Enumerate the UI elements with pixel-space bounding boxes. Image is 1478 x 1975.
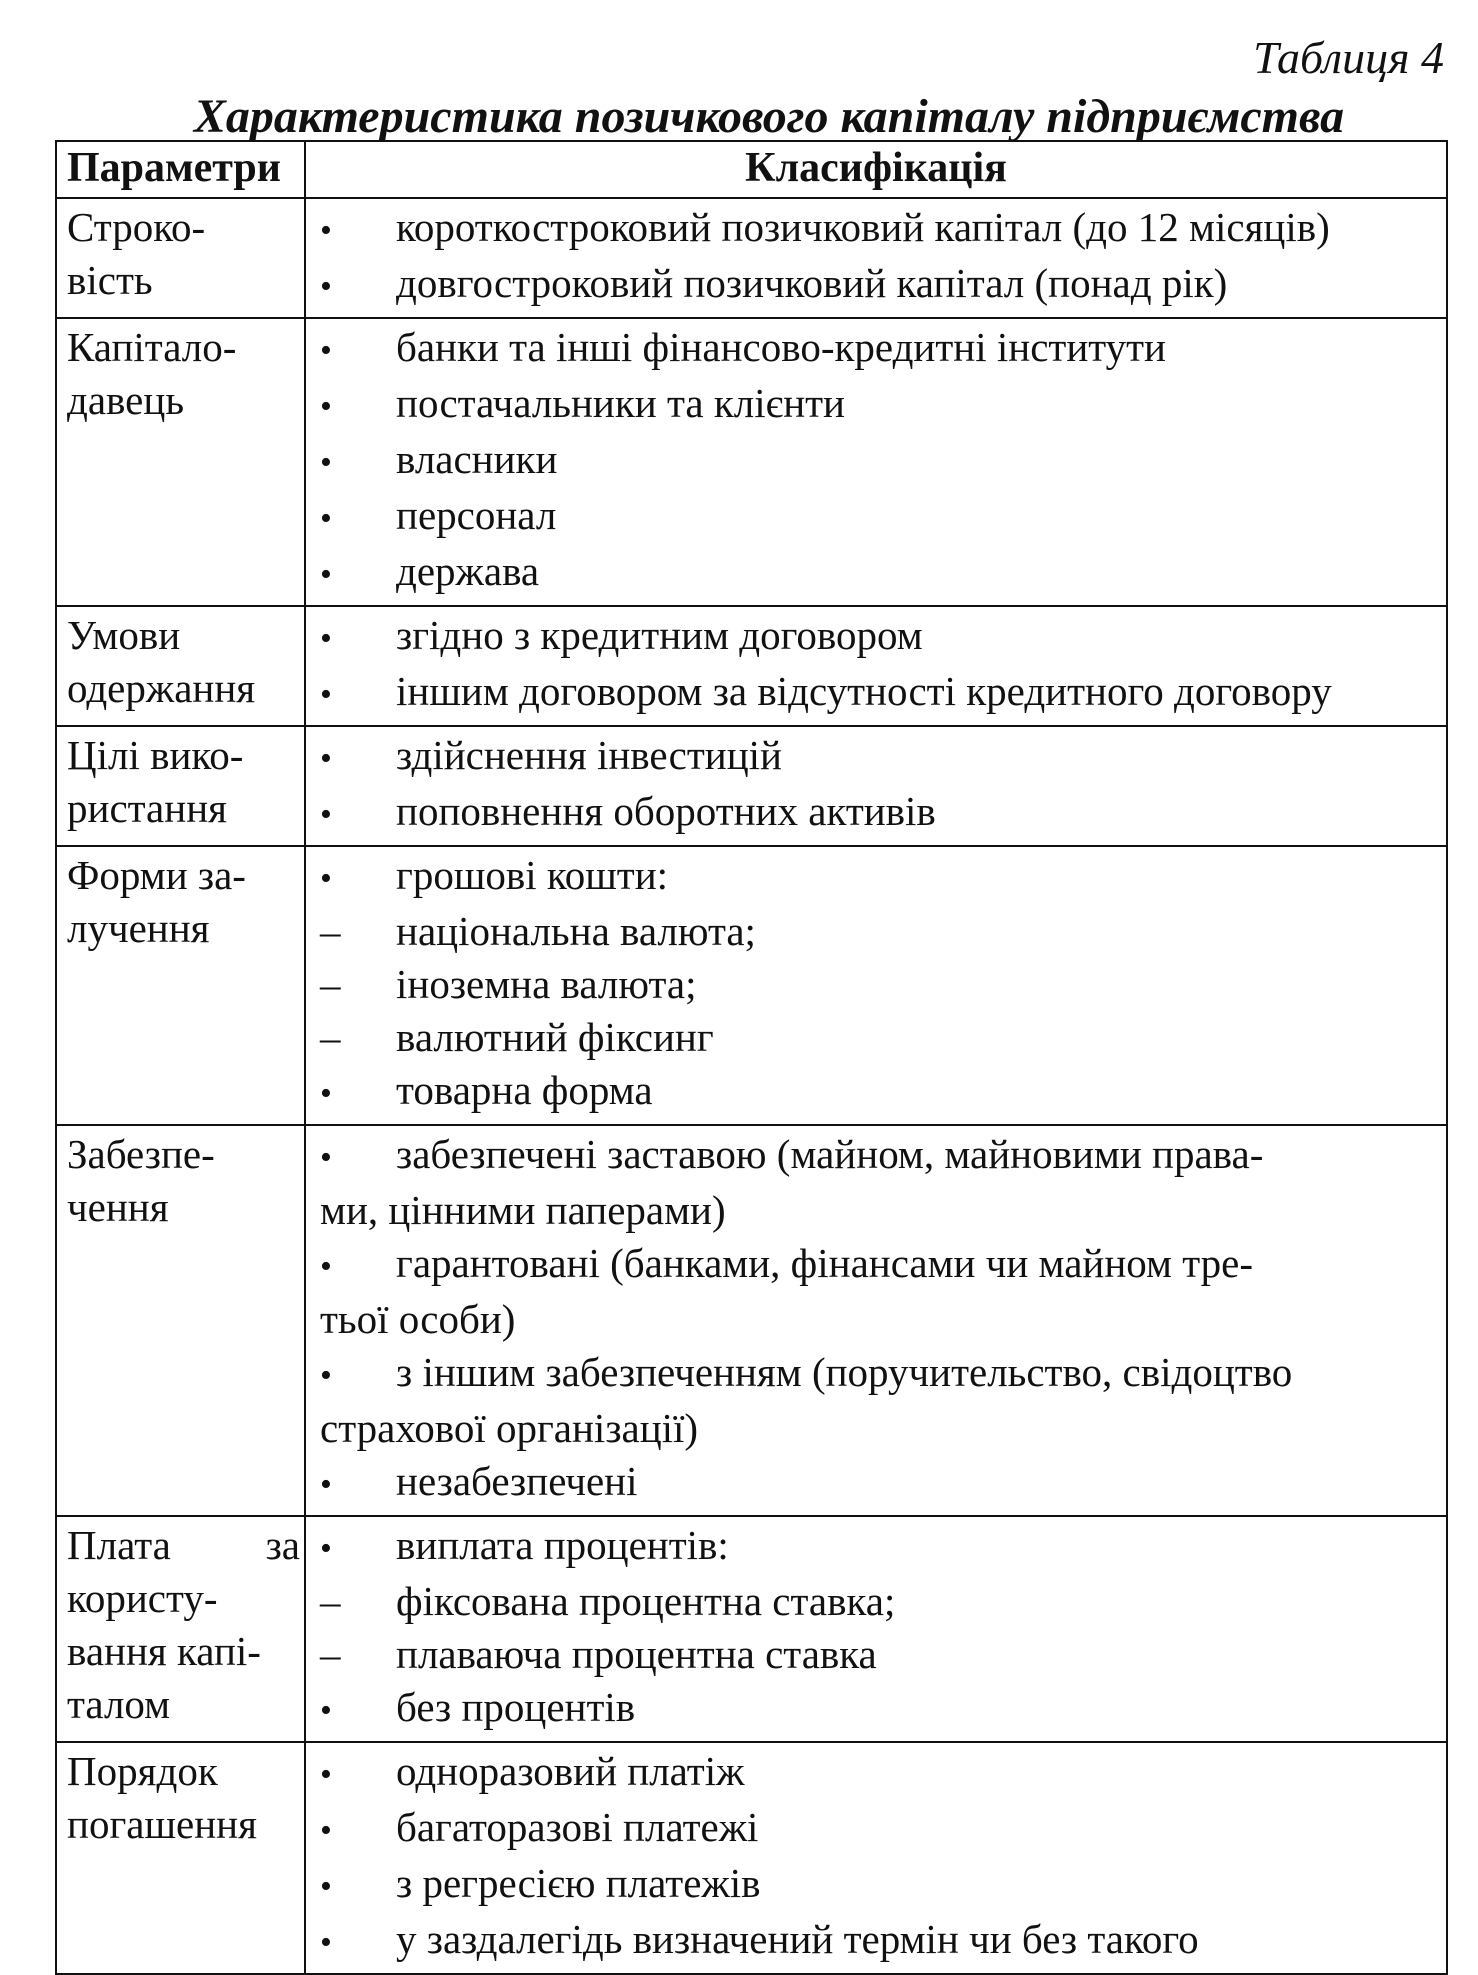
- item-text: власники: [396, 436, 558, 482]
- item-text-continuation: страхової організації): [320, 1405, 699, 1451]
- parameter-word: Плата: [67, 1522, 171, 1568]
- header-parameters: Параметри: [56, 141, 305, 198]
- parameter-cell: [56, 726, 305, 846]
- classification-item: [320, 1519, 1436, 1575]
- parameter-line: Капітало-: [67, 324, 237, 370]
- classification-item: [320, 1913, 1436, 1969]
- classification-item: [320, 1128, 1436, 1237]
- classification-item: [320, 905, 1436, 958]
- item-text: виплата процентів:: [396, 1522, 729, 1568]
- item-text: постачальники та клієнти: [396, 380, 845, 426]
- parameter-line: Форми за-: [67, 852, 246, 898]
- classification-cell: [305, 198, 1447, 318]
- item-text-continuation: ми, цінними паперами): [320, 1187, 726, 1233]
- item-text: забезпечені заставою (майном, майновими права-: [396, 1131, 1264, 1177]
- classification-item: [320, 257, 1436, 313]
- bullet-icon: [320, 1745, 396, 1801]
- parameter-line: чення: [67, 1184, 169, 1230]
- classification-item: [320, 1801, 1436, 1857]
- bullet-icon: [320, 1455, 396, 1511]
- parameter-line: погашення: [67, 1801, 257, 1847]
- dash-icon: [320, 958, 396, 1011]
- item-text: довгостроковий позичковий капітал (понад рік): [396, 260, 1228, 306]
- classification-item: [320, 1346, 1436, 1455]
- dash-icon: [320, 1011, 396, 1064]
- item-text: банки та інші фінансово-кредитні інститути: [396, 324, 1166, 370]
- parameter-line: вість: [67, 257, 153, 303]
- classification-item: [320, 1745, 1436, 1801]
- parameter-cell: [56, 1516, 305, 1742]
- table-row: [56, 1742, 1447, 1974]
- classification-item: [320, 1011, 1436, 1064]
- item-text: у заздалегідь визначений термін чи без такого: [396, 1916, 1199, 1962]
- item-text: товарна форма: [396, 1067, 653, 1113]
- header-classification: Класифікація: [305, 141, 1447, 198]
- classification-cell: [305, 1125, 1447, 1516]
- bullet-icon: [320, 433, 396, 489]
- classification-item: [320, 545, 1436, 601]
- classification-item: [320, 849, 1436, 905]
- bullet-icon: [320, 665, 396, 721]
- parameter-cell: [56, 318, 305, 606]
- parameter-line: Забезпе-: [67, 1131, 215, 1177]
- item-text: держава: [396, 548, 540, 594]
- classification-item: [320, 1857, 1436, 1913]
- classification-item: [320, 433, 1436, 489]
- classification-item: [320, 1237, 1436, 1346]
- classification-item: [320, 489, 1436, 545]
- classification-cell: [305, 318, 1447, 606]
- item-text: валютний фіксинг: [396, 1014, 714, 1060]
- bullet-icon: [320, 377, 396, 433]
- parameter-line: користу-: [67, 1575, 218, 1621]
- parameter-line: вання капі-: [67, 1628, 261, 1674]
- item-text: без процентів: [396, 1684, 636, 1730]
- parameter-line: [67, 1519, 300, 1572]
- classification-item: [320, 609, 1436, 665]
- item-text: згідно з кредитним договором: [396, 612, 923, 658]
- bullet-icon: [320, 1857, 396, 1913]
- classification-item: [320, 785, 1436, 841]
- item-text: плаваюча процентна ставка: [396, 1631, 877, 1677]
- item-text: іншим договором за відсутності кредитного договору: [396, 668, 1332, 714]
- parameter-line: талом: [67, 1681, 171, 1727]
- item-text-continuation: тьої особи): [320, 1296, 516, 1342]
- parameter-cell: [56, 846, 305, 1125]
- item-text: персонал: [396, 492, 557, 538]
- parameter-line: давець: [67, 377, 185, 423]
- table-row: [56, 846, 1447, 1125]
- bullet-icon: [320, 785, 396, 841]
- classification-cell: [305, 1516, 1447, 1742]
- bullet-icon: [320, 1519, 396, 1575]
- bullet-icon: [320, 1801, 396, 1857]
- table-row: [56, 726, 1447, 846]
- bullet-icon: [320, 1681, 396, 1737]
- item-text: одноразовий платіж: [396, 1748, 745, 1794]
- classification-item: [320, 958, 1436, 1011]
- parameter-line: Умови: [67, 612, 181, 658]
- parameter-line: лучення: [67, 905, 210, 951]
- classification-item: [320, 321, 1436, 377]
- item-text: поповнення оборотних активів: [396, 788, 936, 834]
- bullet-icon: [320, 729, 396, 785]
- bullet-icon: [320, 849, 396, 905]
- bullet-icon: [320, 1064, 396, 1120]
- item-text: короткостроковий позичковий капітал (до 12 місяців): [396, 204, 1330, 250]
- item-text: гарантовані (банками, фінансами чи майном тре-: [396, 1240, 1253, 1286]
- bullet-icon: [320, 1237, 396, 1293]
- header-row: [56, 141, 1447, 198]
- table-row: [56, 1125, 1447, 1516]
- item-text: національна валюта;: [396, 908, 756, 954]
- classification-item: [320, 1064, 1436, 1120]
- bullet-icon: [320, 545, 396, 601]
- bullet-icon: [320, 1128, 396, 1184]
- table-title: Характеристика позичкового капіталу підприємства: [193, 90, 1345, 143]
- item-text: фіксована процентна ставка;: [396, 1578, 896, 1624]
- bullet-icon: [320, 201, 396, 257]
- parameter-line: Порядок: [67, 1748, 218, 1794]
- parameter-cell: [56, 1125, 305, 1516]
- bullet-icon: [320, 489, 396, 545]
- dash-icon: [320, 905, 396, 958]
- parameter-line: Цілі вико-: [67, 732, 244, 778]
- table-row: [56, 606, 1447, 726]
- classification-table: [55, 140, 1448, 1975]
- bullet-icon: [320, 609, 396, 665]
- parameter-word: за: [265, 1522, 300, 1568]
- table-row: [56, 1516, 1447, 1742]
- item-text: багаторазові платежі: [396, 1804, 759, 1850]
- classification-item: [320, 729, 1436, 785]
- parameter-line: ристання: [67, 785, 227, 831]
- parameter-cell: [56, 1742, 305, 1974]
- classification-item: [320, 201, 1436, 257]
- item-text: грошові кошти:: [396, 852, 669, 898]
- item-text: незабезпечені: [396, 1458, 638, 1504]
- classification-item: [320, 665, 1436, 721]
- classification-cell: [305, 606, 1447, 726]
- bullet-icon: [320, 1913, 396, 1969]
- item-text: здійснення інвестицій: [396, 732, 782, 778]
- classification-cell: [305, 1742, 1447, 1974]
- table-number: Таблиця 4: [1253, 32, 1444, 83]
- classification-cell: [305, 726, 1447, 846]
- classification-item: [320, 377, 1436, 433]
- table-row: [56, 198, 1447, 318]
- parameter-line: одержання: [67, 665, 256, 711]
- item-text: з регресією платежів: [396, 1860, 761, 1906]
- bullet-icon: [320, 321, 396, 377]
- bullet-icon: [320, 257, 396, 313]
- dash-icon: [320, 1575, 396, 1628]
- classification-item: [320, 1681, 1436, 1737]
- classification-item: [320, 1455, 1436, 1511]
- parameter-line: Строко-: [67, 204, 206, 250]
- item-text: іноземна валюта;: [396, 961, 697, 1007]
- bullet-icon: [320, 1346, 396, 1402]
- item-text: з іншим забезпеченням (поручительство, свідоцтво: [396, 1349, 1293, 1395]
- parameter-cell: [56, 198, 305, 318]
- classification-item: [320, 1628, 1436, 1681]
- table-row: [56, 318, 1447, 606]
- classification-cell: [305, 846, 1447, 1125]
- classification-item: [320, 1575, 1436, 1628]
- dash-icon: [320, 1628, 396, 1681]
- parameter-cell: [56, 606, 305, 726]
